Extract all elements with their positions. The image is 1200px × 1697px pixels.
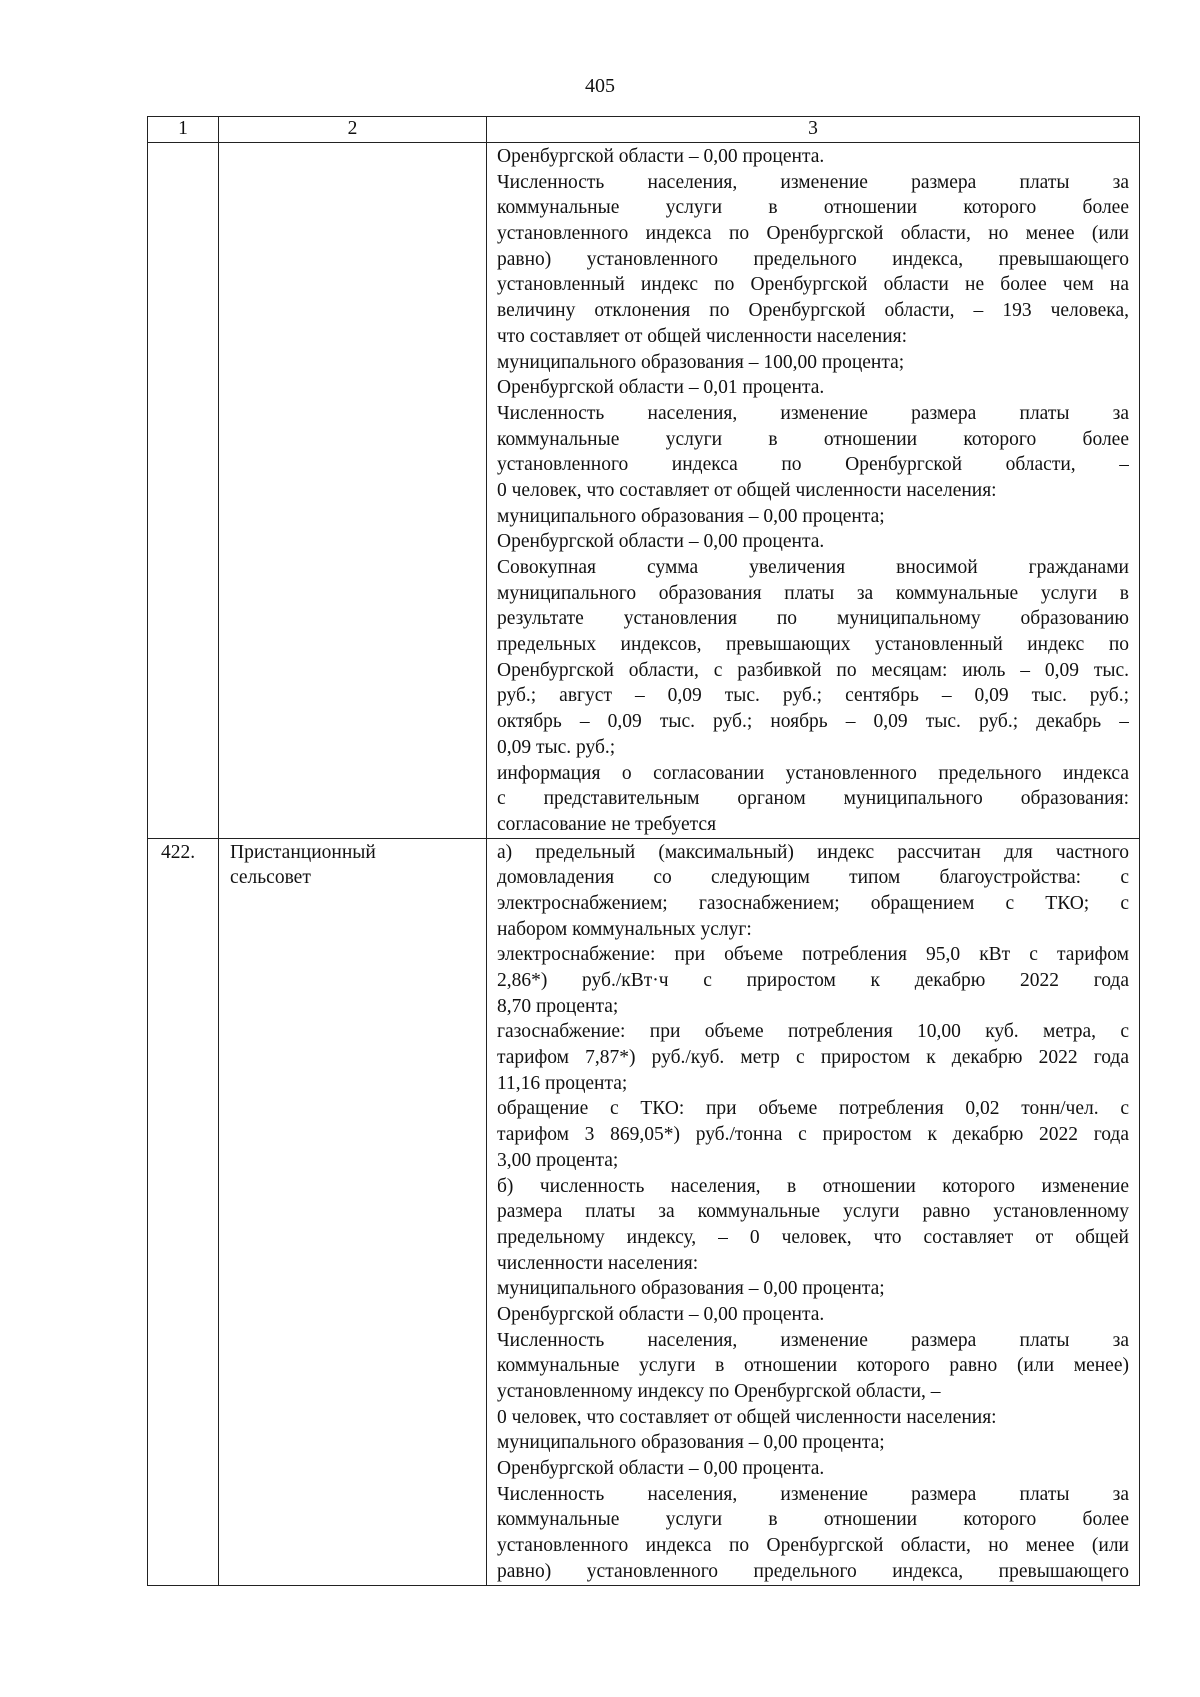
table-row — [148, 143, 1140, 839]
text-line: Оренбургской области – 0,01 процента. — [497, 377, 825, 399]
text-line: информация о согласовании установленного предельного индекса — [497, 762, 1129, 784]
text-line: 2,86*) руб./кВт·ч с приростом к декабрю 2022 года — [497, 970, 1129, 991]
table-header-row — [148, 117, 1140, 143]
text-line: Оренбургской области – 0,00 процента. — [497, 1458, 825, 1480]
text-line: 3,00 процента; — [497, 1149, 619, 1171]
text-line: муниципального образования – 100,00 процента; — [497, 351, 905, 373]
text-line: установленного индекса по Оренбургской области, но менее (или — [497, 223, 1129, 245]
text-line: б) численность населения, в отношении которого изменение — [497, 1175, 1129, 1197]
text-line: коммунальные услуги в отношении которого равно (или менее) — [497, 1355, 1129, 1377]
text-line: муниципального образования платы за коммунальные услуги в — [497, 582, 1129, 604]
header-cell-3: 3 — [487, 117, 1140, 143]
row-number-cell — [148, 143, 219, 839]
text-line: установленному индексу по Оренбургской области, – — [497, 1381, 941, 1402]
text-line: набором коммунальных услуг: — [497, 918, 752, 940]
text-line: коммунальные услуги в отношении которого более — [497, 197, 1129, 219]
data-table — [147, 116, 1140, 1586]
text-line: электроснабжение: при объеме потребления 95,0 кВт с тарифом — [497, 944, 1129, 966]
description-cell — [487, 838, 1140, 1585]
text-line: предельному индексу, – 0 человек, что составляет от общей — [497, 1226, 1129, 1248]
text-line: Оренбургской области – 0,00 процента. — [497, 146, 825, 167]
header-cell-1: 1 — [148, 117, 219, 143]
text-line: Численность населения, изменение размера платы за — [497, 402, 1129, 424]
text-line: согласование не требуется — [497, 813, 717, 835]
text-line: с представительным органом муниципального образования: — [497, 788, 1129, 810]
text-line: что составляет от общей численности населения: — [497, 325, 908, 347]
text-line: коммунальные услуги в отношении которого более — [497, 428, 1129, 450]
name-line: Пристанционный — [230, 841, 376, 863]
text-line: обращение с ТКО: при объеме потребления 0,02 тонн/чел. с — [497, 1098, 1129, 1120]
text-line: установленного индекса по Оренбургской области, но менее (или — [497, 1535, 1129, 1557]
text-line: Численность населения, изменение размера платы за — [497, 1483, 1129, 1505]
header-cell-2: 2 — [219, 117, 487, 143]
description-cell — [487, 143, 1140, 839]
text-line: численности населения: — [497, 1252, 699, 1274]
text-line: Численность населения, изменение размера платы за — [497, 171, 1129, 193]
text-line: муниципального образования – 0,00 процента; — [497, 1432, 885, 1454]
name-line: сельсовет — [230, 867, 311, 889]
text-line: предельных индексов, превышающих установленный индекс по — [497, 634, 1129, 656]
text-line: а) предельный (максимальный) индекс рассчитан для частного — [497, 841, 1129, 863]
text-line: равно) установленного предельного индекса, превышающего — [497, 1560, 1129, 1582]
text-line: руб.; август – 0,09 тыс. руб.; сентябрь – 0,09 тыс. руб.; — [497, 685, 1129, 707]
text-line: тарифом 7,87*) руб./куб. метр с приростом к декабрю 2022 года — [497, 1047, 1129, 1069]
text-line: тарифом 3 869,05*) руб./тонна с приростом к декабрю 2022 года — [497, 1124, 1129, 1146]
text-line: размера платы за коммунальные услуги равно установленному — [497, 1201, 1129, 1223]
text-line: домовладения со следующим типом благоустройства: с — [497, 867, 1129, 889]
text-line: коммунальные услуги в отношении которого более — [497, 1509, 1129, 1531]
text-line: 0 человек, что составляет от общей численности населения: — [497, 479, 997, 501]
page-number: 405 — [585, 75, 615, 97]
text-line: Совокупная сумма увеличения вносимой гражданами — [497, 557, 1129, 578]
text-line: равно) установленного предельного индекса, превышающего — [497, 248, 1129, 270]
text-line: установленный индекс по Оренбургской области не более чем на — [497, 274, 1129, 296]
table-row — [148, 838, 1140, 1585]
text-line: Оренбургской области – 0,00 процента. — [497, 531, 825, 553]
text-line: Оренбургской области – 0,00 процента. — [497, 1303, 825, 1325]
municipality-name-cell — [219, 143, 487, 839]
text-line: величину отклонения по Оренбургской области, – 193 человека, — [497, 300, 1129, 322]
text-line: муниципального образования – 0,00 процента; — [497, 1278, 885, 1300]
text-line: Численность населения, изменение размера платы за — [497, 1329, 1129, 1351]
text-line: установленного индекса по Оренбургской области, – — [497, 454, 1129, 476]
text-line: 0 человек, что составляет от общей численности населения: — [497, 1406, 997, 1428]
text-line: Оренбургской области, с разбивкой по месяцам: июль – 0,09 тыс. — [497, 659, 1129, 681]
row-number-cell: 422. — [148, 838, 219, 1585]
text-line: 0,09 тыс. руб.; — [497, 736, 616, 758]
text-line: газоснабжение: при объеме потребления 10,00 куб. метра, с — [497, 1021, 1129, 1043]
text-line: 11,16 процента; — [497, 1072, 628, 1094]
text-line: октябрь – 0,09 тыс. руб.; ноябрь – 0,09 тыс. руб.; декабрь – — [497, 711, 1129, 733]
municipality-name-cell — [219, 838, 487, 1585]
text-line: муниципального образования – 0,00 процента; — [497, 505, 885, 527]
text-line: 8,70 процента; — [497, 995, 619, 1017]
text-line: результате установления по муниципальному образованию — [497, 608, 1129, 630]
text-line: электроснабжением; газоснабжением; обращением с ТКО; с — [497, 892, 1129, 914]
